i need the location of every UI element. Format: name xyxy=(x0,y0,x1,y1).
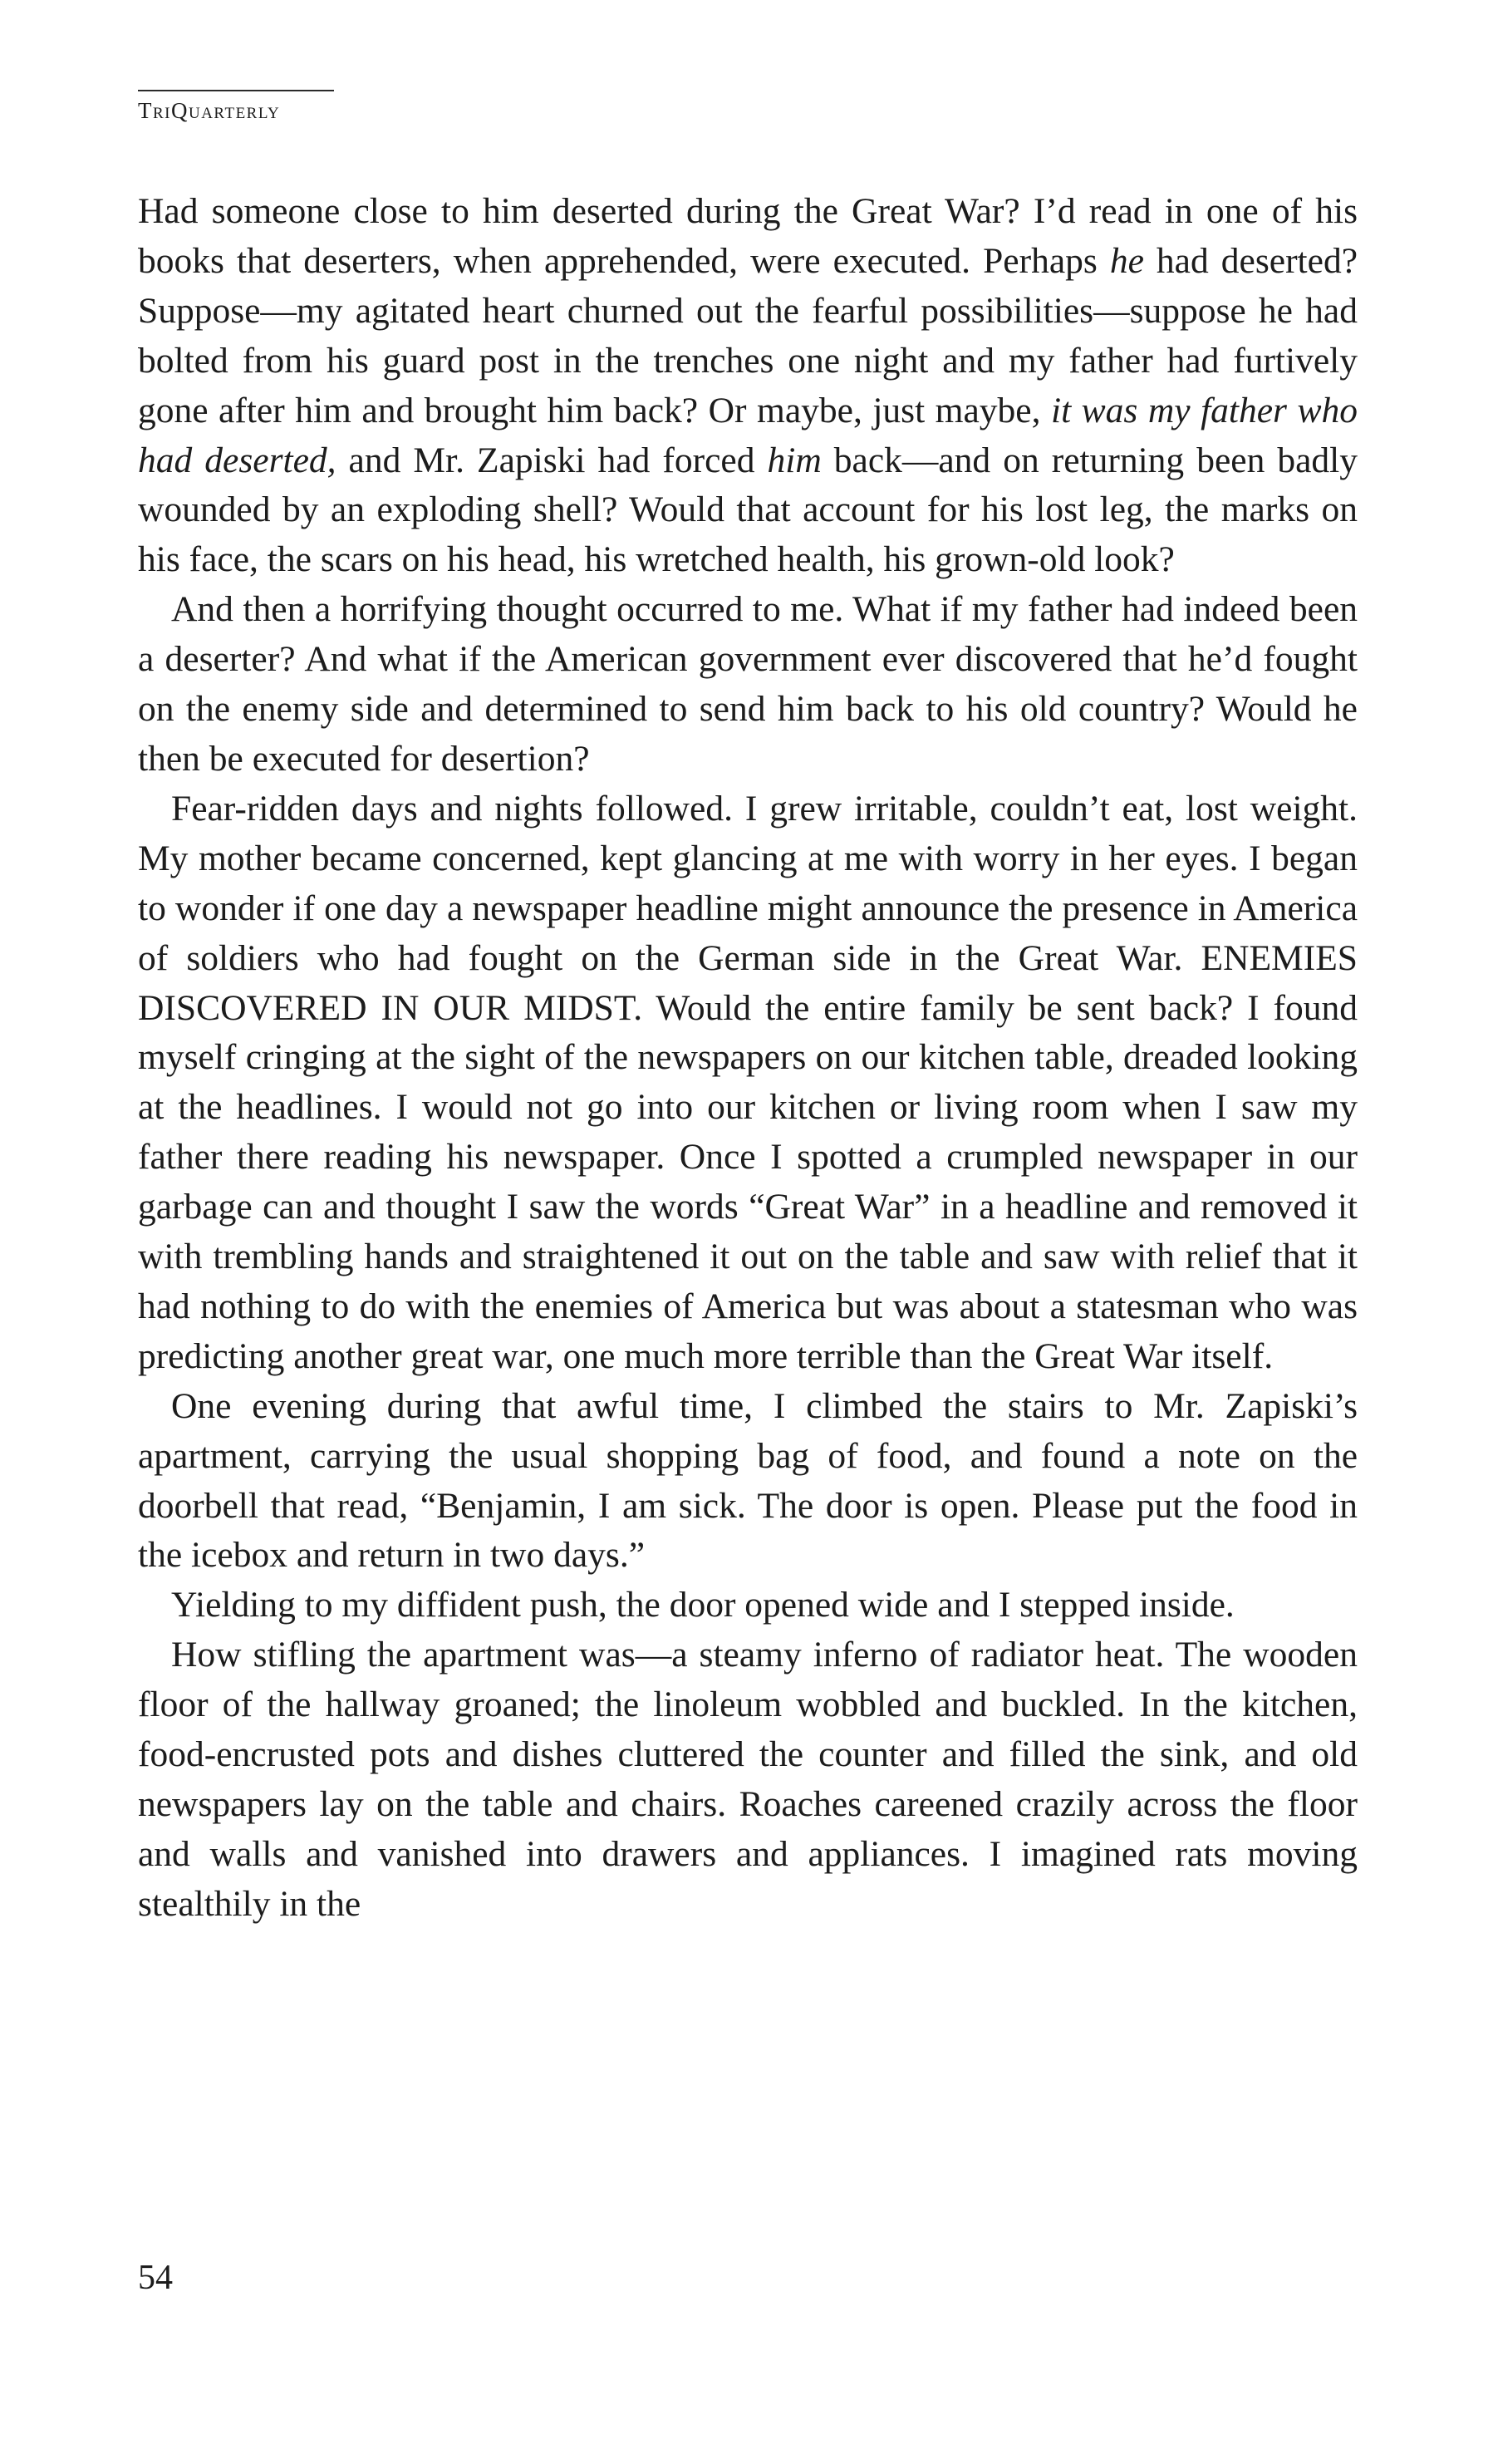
header-rule xyxy=(138,90,334,91)
paragraph xyxy=(138,585,1358,784)
text-run: And then a horrifying thought occurred to me. What if my father had indeed been a deserter? And what if the American government ever discovered that he’d fought on the enemy side and determined to send him back to his old country? Would he then be executed for desertion? xyxy=(138,589,1358,779)
paragraph xyxy=(138,1630,1358,1929)
text-run: Yielding to my diffident push, the door opened wide and I stepped inside. xyxy=(171,1585,1235,1625)
paragraph xyxy=(138,1581,1358,1630)
page-number: 54 xyxy=(138,2259,173,2297)
text-run: How stifling the apartment was—a steamy inferno of radiator heat. The wooden floor of the hallway groaned; the linoleum wobbled and buckled. In the kitchen, food-encrusted pots and dishes cluttered the counter and filled the sink, and old newspapers lay on the table and chairs. Roaches careened crazily across the floor and walls and vanished into drawers and appliances. I imagined rats moving stealthily in the xyxy=(138,1635,1358,1924)
italic-text: him xyxy=(767,440,822,480)
text-run: One evening during that awful time, I climbed the stairs to Mr. Zapiski’s apartment, carrying the usual shopping bag of food, and found a note on the doorbell that read, “Benjamin, I am sick. The door is open. Please put the food in the icebox and return in two days.” xyxy=(138,1385,1358,1576)
paragraph xyxy=(138,1382,1358,1581)
italic-text: it was my father who had deserted, xyxy=(138,390,1358,480)
paragraph xyxy=(138,187,1358,585)
text-run: Fear-ridden days and nights followed. I grew irritable, couldn’t eat, lost weight. My mother became concerned, kept glancing at me with worry in her eyes. I began to wonder if one day a newspaper headline might announce the presence in America of soldiers who had fought on the German side in the Great War. ENEMIES DISCOVERED IN OUR MIDST. Would the entire family be sent back? I found myself cringing at the sight of the newspapers on our kitchen table, dreaded looking at the headlines. I would not go into our kitchen or living room when I saw my father there reading his newspaper. Once I spotted a crumpled newspaper in our garbage can and thought I saw the words “Great War” in a headline and removed it with trembling hands and straightened it out on the table and saw with relief that it had nothing to do with the enemies of America but was about a statesman who was predicting another great war, one much more terrible than the Great War itself. xyxy=(138,788,1358,1376)
running-head: TriQuarterly xyxy=(138,98,281,123)
text-run: Had someone close to him deserted during the Great War? I’d read in one of his books that deserters, when apprehended, were executed. Perhaps xyxy=(138,191,1358,281)
italic-text: he xyxy=(1109,240,1144,281)
text-run: and Mr. Zapiski had forced xyxy=(336,440,768,480)
paragraph xyxy=(138,784,1358,1382)
text-run: back—and on returning been badly wounded by an exploding shell? Would that account for his lost leg, the marks on his face, the scars on his head, his wretched health, his grown-old look? xyxy=(138,440,1358,580)
body-text xyxy=(138,187,1358,1930)
text-run: had deserted? Suppose—my agitated heart churned out the fearful possibilities—suppose he had bolted from his guard post in the trenches one night and my father had furtively gone after him and brought him back? Or maybe, just maybe, xyxy=(138,240,1358,430)
